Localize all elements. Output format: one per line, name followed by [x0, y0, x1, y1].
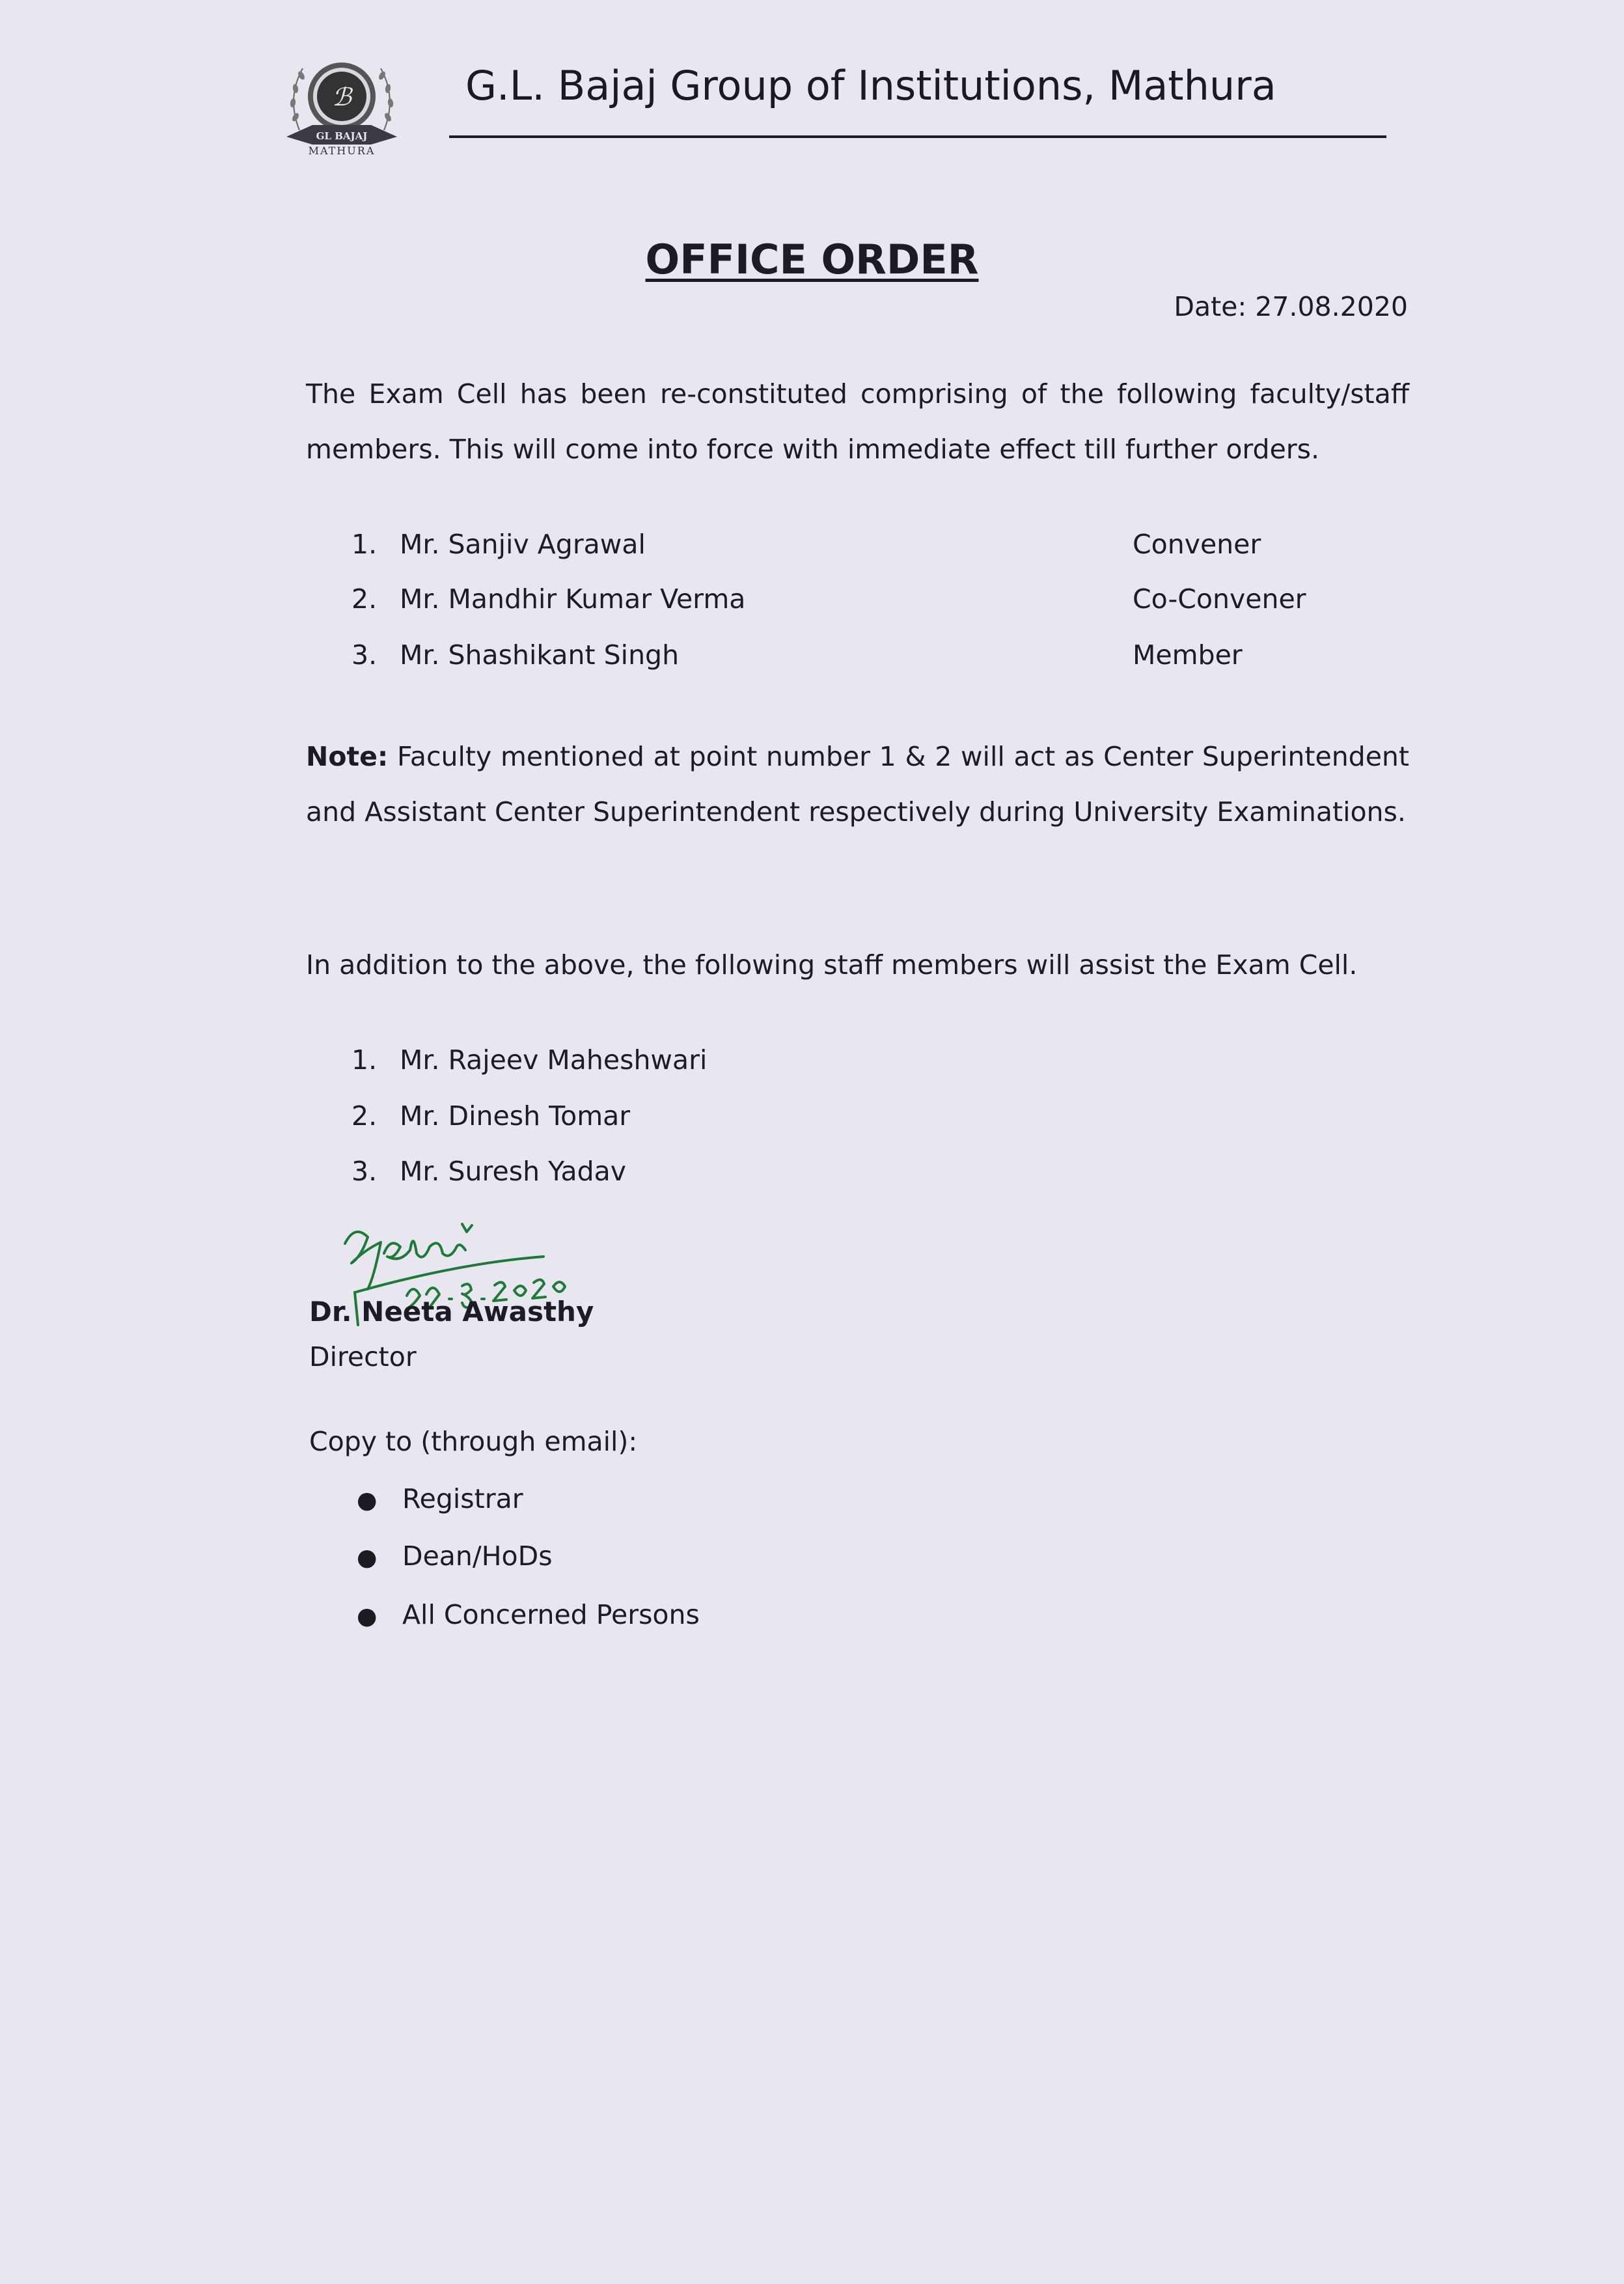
note-label: Note:	[306, 741, 389, 772]
signatory-name: Dr. Neeta Awasthy	[309, 1296, 594, 1328]
member-role: Convener	[1133, 529, 1261, 560]
copy-recipient: Registrar	[402, 1483, 523, 1514]
list-item	[351, 1100, 630, 1132]
document-title-wrap	[0, 236, 1624, 283]
intro-paragraph: The Exam Cell has been re-constituted comprising of the following faculty/staff members. This will come into force with immediate effect till further orders.	[306, 378, 1409, 465]
note-paragraph	[306, 729, 1409, 840]
list-number: 3.	[351, 639, 378, 671]
svg-text:ℬ: ℬ	[332, 83, 351, 111]
bullet-icon: ●	[357, 1487, 378, 1514]
bullet-icon: ●	[357, 1603, 378, 1630]
document-title: OFFICE ORDER	[645, 236, 979, 283]
list-item	[351, 1044, 707, 1076]
member-role: Member	[1133, 639, 1243, 671]
list-item	[351, 639, 679, 671]
copy-to-heading: Copy to (through email):	[309, 1426, 638, 1457]
bullet-icon: ●	[357, 1544, 378, 1571]
member-name: Mr. Sanjiv Agrawal	[400, 529, 646, 560]
list-number: 2.	[351, 583, 378, 615]
institution-name: G.L. Bajaj Group of Institutions, Mathura	[465, 62, 1276, 109]
copy-recipient: All Concerned Persons	[402, 1599, 700, 1630]
assistant-name: Mr. Suresh Yadav	[400, 1156, 627, 1187]
list-number: 1.	[351, 1044, 378, 1076]
signatory-designation: Director	[309, 1341, 417, 1372]
list-item	[351, 583, 745, 615]
list-number: 3.	[351, 1156, 378, 1187]
member-role: Co-Convener	[1133, 583, 1306, 615]
logo-text: GL BAJAJ	[316, 130, 368, 142]
note-text: Faculty mentioned at point number 1 & 2 will act as Center Superintendent and Assistant Center Superintendent respectively during University Examinations.	[306, 741, 1409, 828]
list-item	[351, 529, 646, 560]
list-number: 2.	[351, 1100, 378, 1132]
copy-recipient: Dean/HoDs	[402, 1540, 553, 1572]
addition-paragraph: In addition to the above, the following staff members will assist the Exam Cell.	[306, 949, 1358, 981]
list-item	[351, 1156, 626, 1187]
header-rule	[449, 135, 1386, 138]
logo-place-text: MATHURA	[308, 145, 376, 157]
member-name: Mr. Shashikant Singh	[400, 639, 680, 671]
assistant-name: Mr. Dinesh Tomar	[400, 1100, 631, 1132]
list-number: 1.	[351, 529, 378, 560]
member-name: Mr. Mandhir Kumar Verma	[400, 583, 746, 615]
list-item	[357, 1540, 553, 1572]
list-item	[357, 1599, 700, 1630]
list-item	[357, 1483, 523, 1514]
assistant-name: Mr. Rajeev Maheshwari	[400, 1044, 708, 1076]
order-date: Date: 27.08.2020	[1174, 291, 1408, 322]
